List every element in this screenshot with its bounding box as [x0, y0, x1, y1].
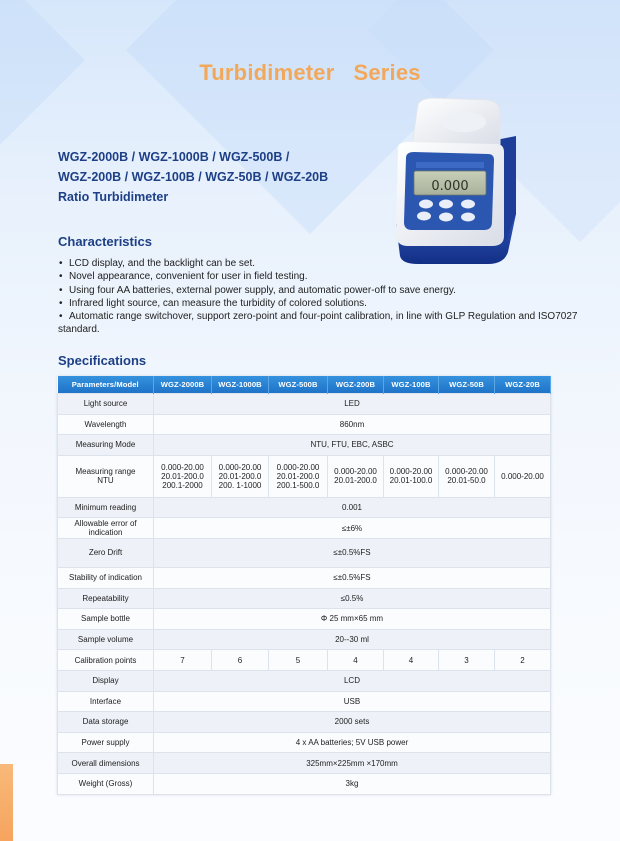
label-line: NTU	[97, 476, 114, 486]
range-line: 0.000-20.00	[501, 471, 544, 481]
table-row	[58, 773, 551, 794]
param-value: 4 x AA batteries; 5V USB power	[154, 732, 551, 753]
range-line: 200.1-2000	[162, 480, 203, 490]
table-row	[58, 497, 551, 518]
column-header: WGZ-500B	[269, 376, 328, 394]
range-line: 20.01-50.0	[447, 476, 486, 486]
accent-bar	[0, 764, 13, 841]
param-label: Repeatability	[58, 588, 154, 609]
device-lcd-reading: 0.000	[431, 179, 469, 194]
range-line: 0.000-20.00	[334, 467, 377, 477]
param-value: 3kg	[154, 773, 551, 794]
model-heading	[58, 147, 378, 207]
param-value: 4	[328, 650, 384, 671]
range-cell	[439, 455, 495, 497]
column-header: WGZ-50B	[439, 376, 495, 394]
column-header: WGZ-100B	[384, 376, 439, 394]
range-line: 0.000-20.00	[276, 462, 320, 472]
param-value: 3	[439, 650, 495, 671]
table-row	[58, 588, 551, 609]
table-row	[58, 629, 551, 650]
characteristic-item: • Novel appearance, convenient for user in field testing.	[58, 270, 578, 283]
range-line: 20.01-200.0	[218, 471, 262, 481]
range-line: 200.1-500.0	[276, 480, 320, 490]
param-value: Φ 25 mm×65 mm	[154, 609, 551, 630]
param-label: Zero Drift	[58, 538, 154, 567]
characteristic-item: • Automatic range switchover, support zero-point and four-point calibration, in line with GLP Regulation and ISO7027 standard.	[58, 310, 578, 337]
param-label	[58, 518, 154, 539]
range-cell	[212, 455, 269, 497]
param-label: Sample volume	[58, 629, 154, 650]
table-row	[58, 691, 551, 712]
model-line: WGZ-2000B / WGZ-1000B / WGZ-500B /	[58, 150, 290, 164]
param-value: USB	[154, 691, 551, 712]
table-row	[58, 538, 551, 567]
param-label: Measuring Mode	[58, 435, 154, 456]
table-row	[58, 650, 551, 671]
label-line: Measuring range	[75, 467, 136, 477]
table-row	[58, 753, 551, 774]
range-line: 20.01-200.0	[161, 471, 204, 481]
param-value: 7	[154, 650, 212, 671]
range-cell	[495, 455, 551, 497]
column-header: WGZ-20B	[495, 376, 551, 394]
range-cell	[328, 455, 384, 497]
column-header: Parameters/Model	[58, 376, 154, 394]
param-label: Calibration points	[58, 650, 154, 671]
characteristics-heading: Characteristics	[58, 234, 152, 249]
label-line: indication	[88, 528, 123, 538]
turbidimeter-device-image	[388, 96, 518, 266]
range-line: 20.01-200.0	[334, 476, 377, 486]
table-row	[58, 609, 551, 630]
page-title: Turbidimeter Series	[199, 60, 421, 85]
param-value: LCD	[154, 670, 551, 691]
param-value: ≤±0.5%FS	[154, 538, 551, 567]
table-row	[58, 394, 551, 415]
specifications-heading: Specifications	[58, 353, 147, 368]
model-line: WGZ-200B / WGZ-100B / WGZ-50B / WGZ-20B	[58, 170, 329, 184]
label-line: Allowable error of	[74, 519, 137, 529]
param-value: ≤±0.5%FS	[154, 567, 551, 588]
table-row	[58, 414, 551, 435]
param-label: Interface	[58, 691, 154, 712]
table-row	[58, 670, 551, 691]
range-line: 0.000-20.00	[389, 467, 433, 477]
param-label: Minimum reading	[58, 497, 154, 518]
param-label	[58, 455, 154, 497]
param-label: Light source	[58, 394, 154, 415]
column-header: WGZ-200B	[328, 376, 384, 394]
table-row	[58, 435, 551, 456]
range-cell	[269, 455, 328, 497]
range-cell	[384, 455, 439, 497]
param-label: Display	[58, 670, 154, 691]
range-line: 20.01-100.0	[389, 476, 433, 486]
param-value: 0.001	[154, 497, 551, 518]
table-row	[58, 455, 551, 497]
param-value: 2000 sets	[154, 712, 551, 733]
characteristic-item: • Infrared light source, can measure the turbidity of colored solutions.	[58, 297, 578, 310]
param-label: Stability of indication	[58, 567, 154, 588]
table-row	[58, 712, 551, 733]
characteristic-item: • Using four AA batteries, external power supply, and automatic power-off to save energy.	[58, 284, 578, 297]
range-cell	[154, 455, 212, 497]
table-row	[58, 518, 551, 539]
table-header-row	[58, 376, 551, 394]
param-value: 2	[495, 650, 551, 671]
range-line: 0.000-20.00	[161, 462, 204, 472]
param-value: 5	[269, 650, 328, 671]
param-value: 20--30 ml	[154, 629, 551, 650]
param-value: LED	[154, 394, 551, 415]
range-line: 200. 1-1000	[218, 480, 262, 490]
param-value: 4	[384, 650, 439, 671]
product-type: Ratio Turbidimeter	[58, 190, 169, 204]
range-line: 0.000-20.00	[445, 467, 488, 477]
param-value: 6	[212, 650, 269, 671]
table-row	[58, 567, 551, 588]
param-value: 325mm×225mm ×170mm	[154, 753, 551, 774]
param-value: ≤±6%	[154, 518, 551, 539]
param-label: Sample bottle	[58, 609, 154, 630]
column-header: WGZ-2000B	[154, 376, 212, 394]
param-label: Power supply	[58, 732, 154, 753]
table-row	[58, 732, 551, 753]
param-label: Data storage	[58, 712, 154, 733]
range-line: 0.000-20.00	[218, 462, 262, 472]
param-label: Overall dimensions	[58, 753, 154, 774]
range-line: 20.01-200.0	[276, 471, 320, 481]
specifications-table	[57, 376, 551, 795]
param-label: Weight (Gross)	[58, 773, 154, 794]
characteristic-item: • LCD display, and the backlight can be set.	[58, 257, 578, 270]
param-label: Wavelength	[58, 414, 154, 435]
param-value: ≤0.5%	[154, 588, 551, 609]
param-value: 860nm	[154, 414, 551, 435]
column-header: WGZ-1000B	[212, 376, 269, 394]
param-value: NTU, FTU, EBC, ASBC	[154, 435, 551, 456]
characteristics-list	[58, 257, 578, 337]
